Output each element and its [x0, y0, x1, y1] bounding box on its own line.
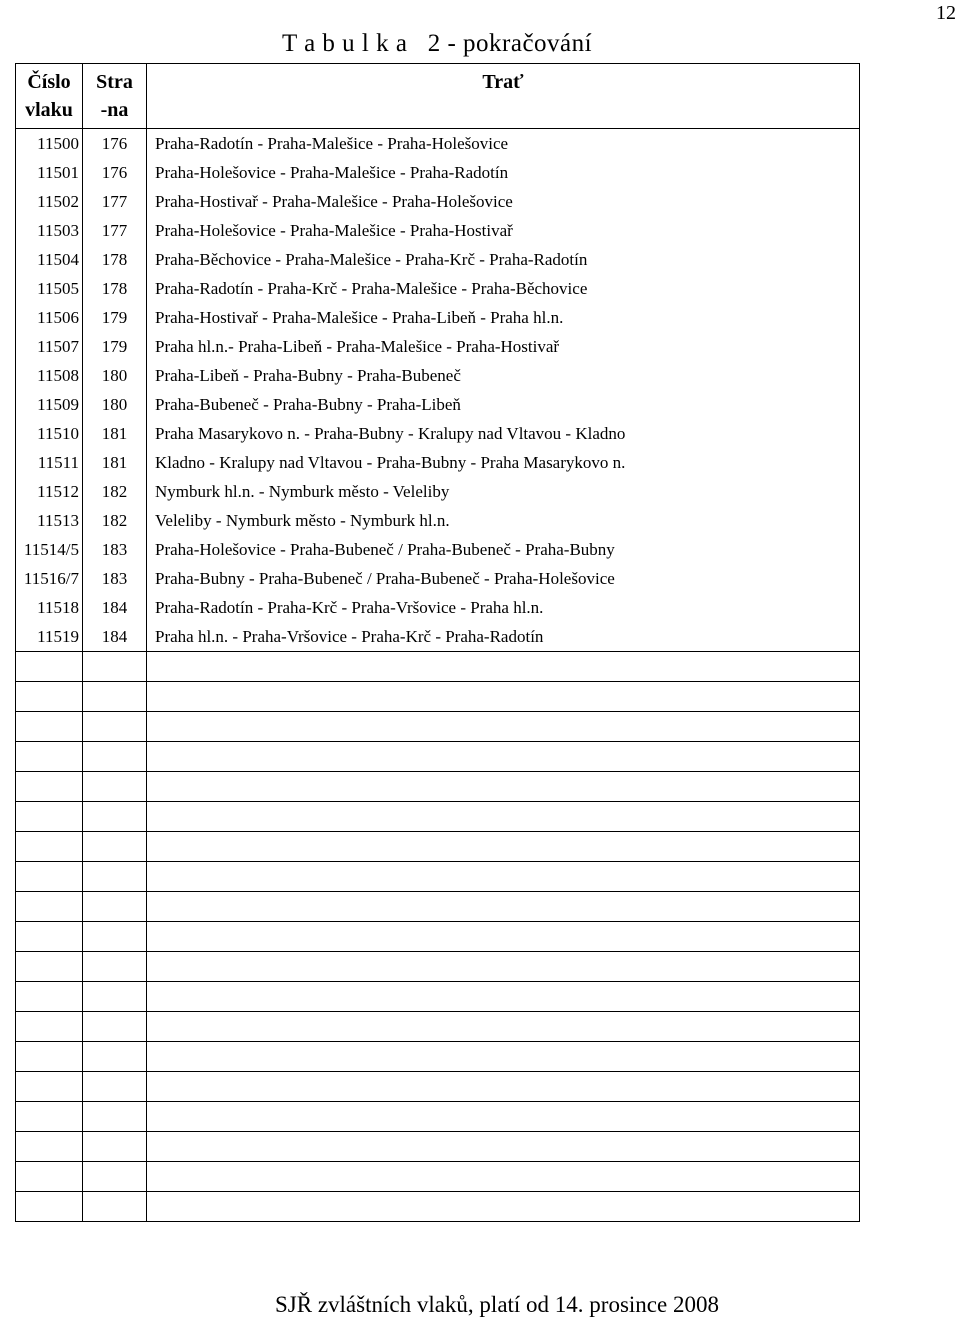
table-row [16, 390, 860, 419]
empty-cell [147, 832, 860, 862]
train-number-cell: 11519 [16, 622, 83, 652]
empty-cell [83, 1012, 147, 1042]
table-row [16, 158, 860, 187]
empty-row [16, 952, 860, 982]
empty-row [16, 682, 860, 712]
empty-cell [83, 982, 147, 1012]
line-cell: Praha-Radotín - Praha-Krč - Praha-Malešice - Praha-Běchovice [147, 274, 860, 303]
page-cell: 181 [83, 448, 147, 477]
train-number-cell: 11502 [16, 187, 83, 216]
empty-cell [147, 802, 860, 832]
empty-row [16, 862, 860, 892]
empty-cell [147, 1162, 860, 1192]
empty-cell [16, 1132, 83, 1162]
empty-cell [147, 1132, 860, 1162]
empty-row [16, 892, 860, 922]
page-cell: 180 [83, 390, 147, 419]
empty-cell [147, 952, 860, 982]
empty-cell [16, 1192, 83, 1222]
train-number-cell: 11503 [16, 216, 83, 245]
train-number-cell: 11500 [16, 129, 83, 159]
line-cell: Praha-Běchovice - Praha-Malešice - Praha-Krč - Praha-Radotín [147, 245, 860, 274]
line-cell: Praha-Radotín - Praha-Malešice - Praha-Holešovice [147, 129, 860, 159]
header-train-line2: vlaku [25, 99, 73, 121]
line-cell: Praha-Hostivař - Praha-Malešice - Praha-Libeň - Praha hl.n. [147, 303, 860, 332]
train-number-cell: 11510 [16, 419, 83, 448]
header-page-line2: -na [100, 99, 129, 121]
table-row [16, 216, 860, 245]
empty-row [16, 1042, 860, 1072]
table-header-row [16, 64, 860, 129]
empty-cell [83, 892, 147, 922]
empty-row [16, 772, 860, 802]
table-row [16, 245, 860, 274]
header-page-line1: Stra [96, 71, 133, 93]
empty-cell [16, 982, 83, 1012]
empty-row [16, 832, 860, 862]
empty-row [16, 1192, 860, 1222]
empty-cell [83, 1042, 147, 1072]
page-cell: 182 [83, 506, 147, 535]
page-cell: 182 [83, 477, 147, 506]
line-cell: Praha-Bubeneč - Praha-Bubny - Praha-Libeň [147, 390, 860, 419]
empty-cell [83, 862, 147, 892]
line-cell: Praha-Holešovice - Praha-Malešice - Praha-Radotín [147, 158, 860, 187]
empty-cell [147, 1072, 860, 1102]
line-cell: Nymburk hl.n. - Nymburk město - Veleliby [147, 477, 860, 506]
empty-cell [147, 1192, 860, 1222]
train-table [15, 63, 860, 1222]
line-cell: Praha-Holešovice - Praha-Malešice - Praha-Hostivař [147, 216, 860, 245]
page-cell: 178 [83, 274, 147, 303]
train-number-cell: 11514/5 [16, 535, 83, 564]
empty-cell [147, 652, 860, 682]
train-number-cell: 11511 [16, 448, 83, 477]
header-page [83, 64, 147, 129]
table-row [16, 332, 860, 361]
empty-cell [16, 862, 83, 892]
train-number-cell: 11508 [16, 361, 83, 390]
empty-cell [16, 742, 83, 772]
empty-cell [16, 1042, 83, 1072]
train-number-cell: 11516/7 [16, 564, 83, 593]
empty-row [16, 1102, 860, 1132]
empty-cell [16, 802, 83, 832]
empty-cell [83, 802, 147, 832]
page-number: 12 [936, 2, 956, 24]
page-cell: 176 [83, 158, 147, 187]
empty-cell [147, 712, 860, 742]
header-train-line1: Číslo [27, 71, 71, 93]
table-row [16, 187, 860, 216]
train-number-cell: 11507 [16, 332, 83, 361]
empty-row [16, 742, 860, 772]
table-row [16, 622, 860, 652]
empty-cell [16, 652, 83, 682]
train-number-cell: 11513 [16, 506, 83, 535]
page-cell: 179 [83, 332, 147, 361]
empty-cell [83, 1072, 147, 1102]
page-cell: 184 [83, 593, 147, 622]
line-cell: Praha-Libeň - Praha-Bubny - Praha-Bubeneč [147, 361, 860, 390]
header-line: Trať [147, 64, 860, 129]
empty-cell [83, 652, 147, 682]
table-row [16, 535, 860, 564]
empty-cell [83, 712, 147, 742]
empty-cell [147, 1102, 860, 1132]
empty-cell [83, 832, 147, 862]
page-cell: 179 [83, 303, 147, 332]
table-row [16, 303, 860, 332]
empty-cell [83, 1102, 147, 1132]
train-number-cell: 11512 [16, 477, 83, 506]
line-cell: Praha-Bubny - Praha-Bubeneč / Praha-Bubeneč - Praha-Holešovice [147, 564, 860, 593]
empty-cell [147, 1042, 860, 1072]
empty-row [16, 1162, 860, 1192]
line-cell: Kladno - Kralupy nad Vltavou - Praha-Bubny - Praha Masarykovo n. [147, 448, 860, 477]
train-number-cell: 11505 [16, 274, 83, 303]
empty-cell [16, 922, 83, 952]
empty-cell [83, 742, 147, 772]
empty-row [16, 1132, 860, 1162]
empty-cell [16, 682, 83, 712]
line-cell: Praha-Holešovice - Praha-Bubeneč / Praha-Bubeneč - Praha-Bubny [147, 535, 860, 564]
table-row [16, 593, 860, 622]
table-row [16, 274, 860, 303]
page-cell: 184 [83, 622, 147, 652]
line-cell: Praha hl.n. - Praha-Vršovice - Praha-Krč - Praha-Radotín [147, 622, 860, 652]
page-footer: SJŘ zvláštních vlaků, platí od 14. prosince 2008 [275, 1292, 719, 1317]
empty-cell [147, 982, 860, 1012]
empty-row [16, 802, 860, 832]
empty-cell [83, 952, 147, 982]
table-row [16, 477, 860, 506]
table-title: T a b u l k a 2 - pokračování [282, 30, 593, 57]
page-cell: 178 [83, 245, 147, 274]
train-number-cell: 11518 [16, 593, 83, 622]
line-cell: Praha Masarykovo n. - Praha-Bubny - Kralupy nad Vltavou - Kladno [147, 419, 860, 448]
table-row [16, 129, 860, 159]
train-number-cell: 11506 [16, 303, 83, 332]
empty-cell [16, 772, 83, 802]
page-cell: 181 [83, 419, 147, 448]
page-cell: 180 [83, 361, 147, 390]
empty-cell [16, 952, 83, 982]
empty-cell [147, 922, 860, 952]
page-cell: 177 [83, 187, 147, 216]
train-number-cell: 11509 [16, 390, 83, 419]
page-cell: 183 [83, 564, 147, 593]
page-cell: 177 [83, 216, 147, 245]
page-cell: 183 [83, 535, 147, 564]
header-train-number [16, 64, 83, 129]
empty-cell [16, 1162, 83, 1192]
empty-cell [16, 832, 83, 862]
table-row [16, 448, 860, 477]
line-cell: Veleliby - Nymburk město - Nymburk hl.n. [147, 506, 860, 535]
train-number-cell: 11501 [16, 158, 83, 187]
empty-cell [83, 922, 147, 952]
empty-row [16, 1012, 860, 1042]
empty-cell [83, 1132, 147, 1162]
table-row [16, 506, 860, 535]
empty-cell [147, 892, 860, 922]
empty-cell [147, 1012, 860, 1042]
empty-cell [16, 712, 83, 742]
table-row [16, 361, 860, 390]
empty-cell [147, 742, 860, 772]
train-number-cell: 11504 [16, 245, 83, 274]
page-cell: 176 [83, 129, 147, 159]
empty-row [16, 922, 860, 952]
table-row [16, 419, 860, 448]
empty-cell [16, 892, 83, 922]
empty-row [16, 712, 860, 742]
table-row [16, 564, 860, 593]
line-cell: Praha hl.n.- Praha-Libeň - Praha-Malešice - Praha-Hostivař [147, 332, 860, 361]
empty-cell [147, 862, 860, 892]
line-cell: Praha-Hostivař - Praha-Malešice - Praha-Holešovice [147, 187, 860, 216]
empty-cell [83, 772, 147, 802]
empty-cell [83, 682, 147, 712]
empty-cell [16, 1012, 83, 1042]
empty-cell [16, 1102, 83, 1132]
empty-cell [147, 682, 860, 712]
line-cell: Praha-Radotín - Praha-Krč - Praha-Vršovice - Praha hl.n. [147, 593, 860, 622]
empty-cell [16, 1072, 83, 1102]
empty-row [16, 1072, 860, 1102]
empty-cell [83, 1162, 147, 1192]
empty-cell [83, 1192, 147, 1222]
empty-row [16, 652, 860, 682]
empty-cell [147, 772, 860, 802]
empty-row [16, 982, 860, 1012]
